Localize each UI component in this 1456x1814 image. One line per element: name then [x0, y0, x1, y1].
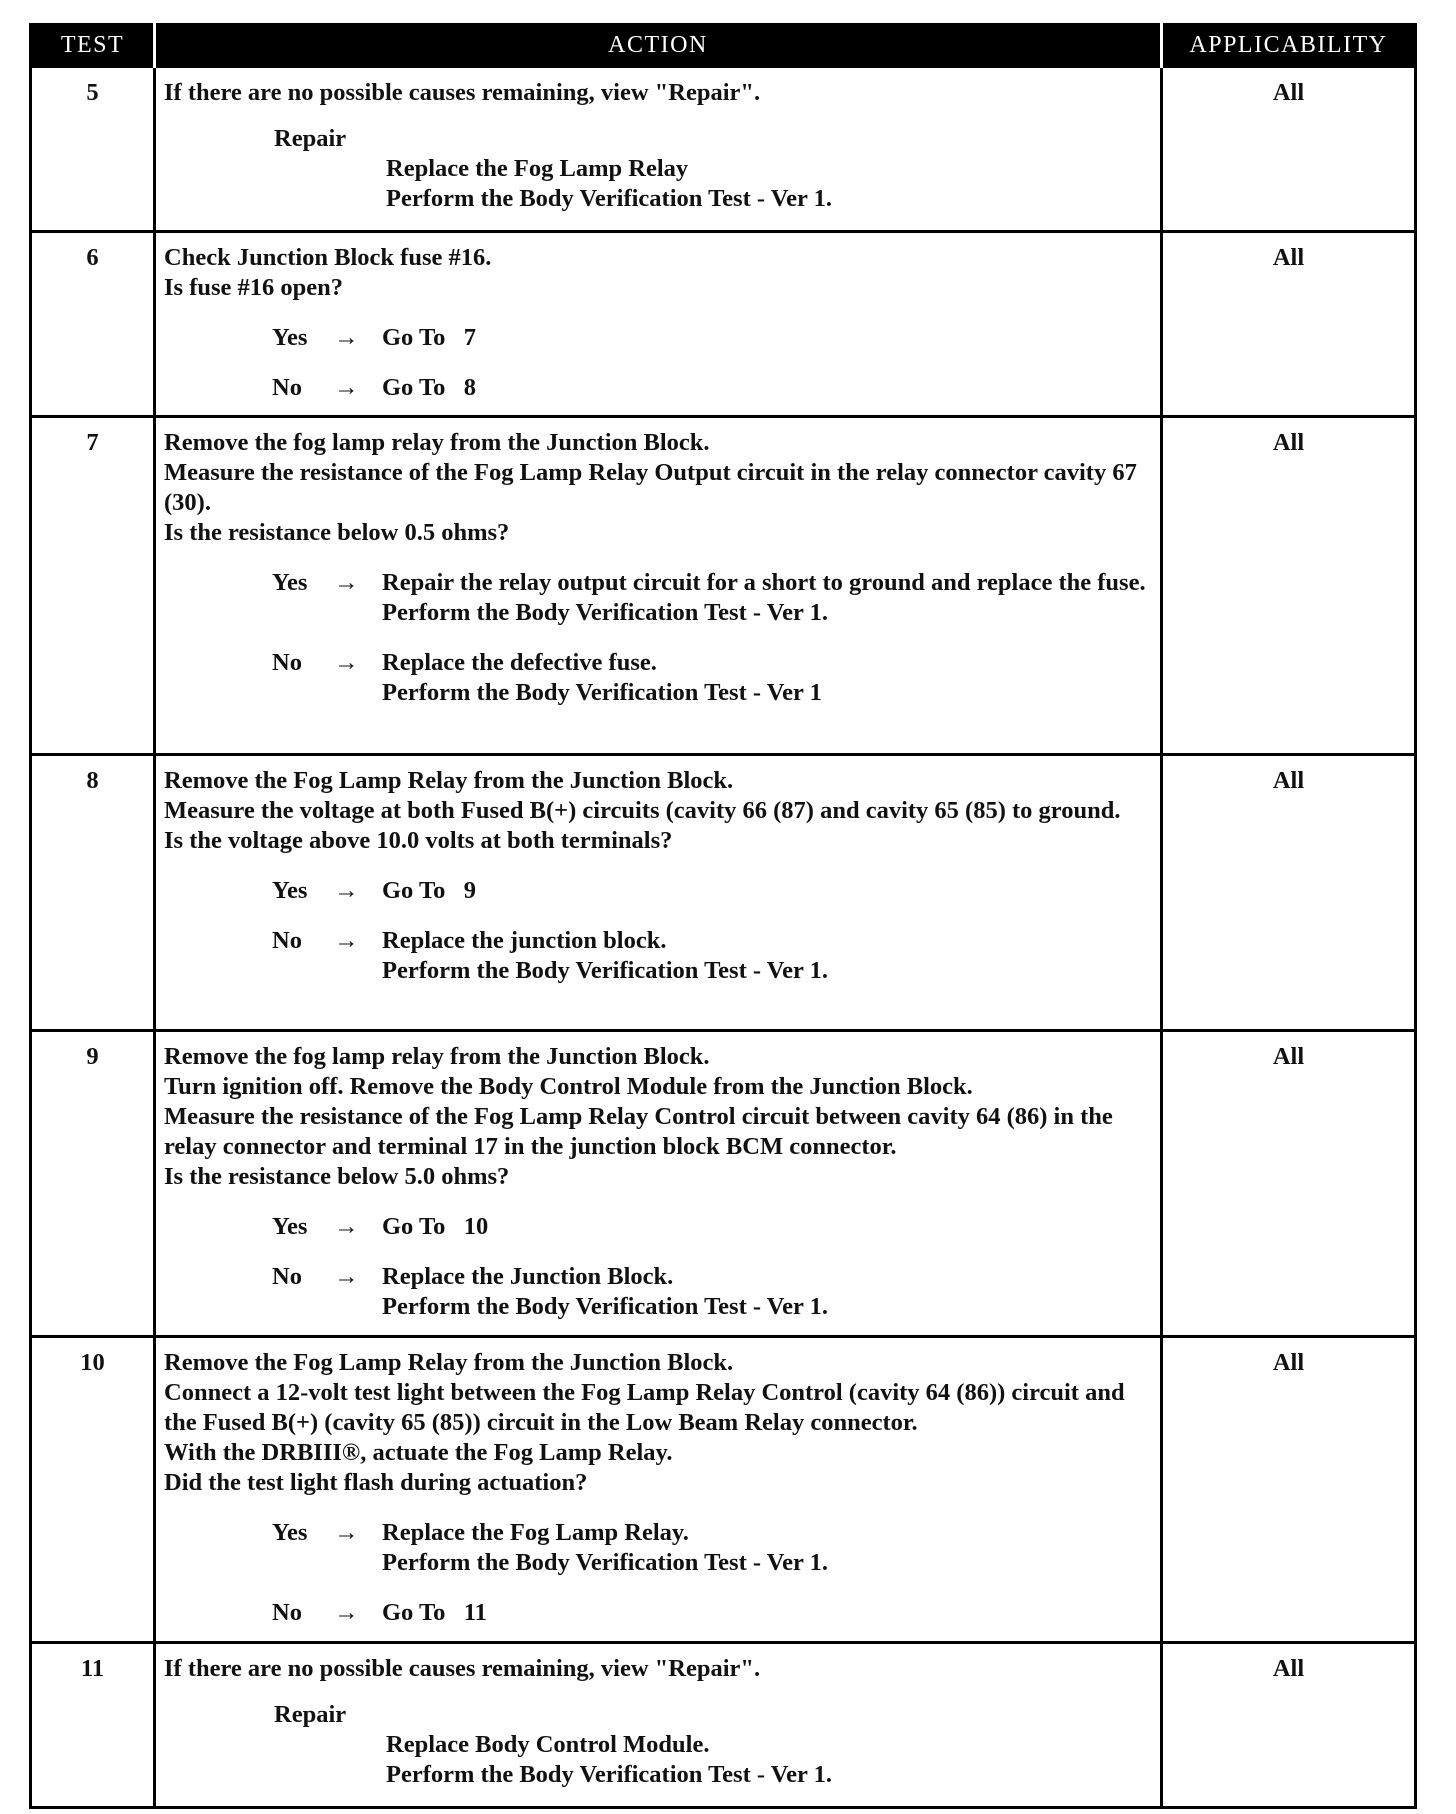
action-cell	[155, 755, 1162, 1031]
action-text: Check Junction Block fuse #16.	[164, 244, 492, 271]
applicability-value: All	[1162, 1337, 1416, 1643]
result-line: Perform the Body Verification Test - Ver 1.	[382, 957, 828, 984]
applicability-value: All	[1162, 232, 1416, 417]
action-text: Did the test light flash during actuation?	[164, 1469, 588, 1496]
arrow-right-icon: →	[334, 1213, 359, 1240]
option-result	[382, 568, 1152, 628]
repair-step: Perform the Body Verification Test - Ver 1.	[386, 185, 832, 212]
result-line: Perform the Body Verification Test - Ver 1.	[382, 1549, 828, 1576]
option-result	[382, 876, 1152, 906]
action-text: Turn ignition off. Remove the Body Control Module from the Junction Block.	[164, 1073, 973, 1100]
option-result	[382, 1262, 1152, 1322]
option-no	[164, 926, 1152, 986]
result-line: Repair the relay output circuit for a short to ground and replace the fuse.	[382, 569, 1146, 596]
option-label: Yes	[272, 569, 308, 596]
action-cell	[155, 417, 1162, 755]
table-row	[31, 67, 1416, 232]
arrow-right-icon: →	[334, 569, 359, 596]
action-text: Connect a 12-volt test light between the Fog Lamp Relay Control (cavity 64 (86)) circuit and the Fused B(+) (cavity 65 (85)) circuit in the Low Beam Relay connector.	[164, 1379, 1125, 1436]
option-label: Yes	[272, 324, 308, 351]
action-text: With the DRBIII®, actuate the Fog Lamp Relay.	[164, 1439, 673, 1466]
option-yes	[164, 1212, 1152, 1242]
table-row	[31, 755, 1416, 1031]
repair-step: Perform the Body Verification Test - Ver 1.	[386, 1761, 832, 1788]
option-no	[164, 373, 1152, 403]
arrow-right-icon: →	[334, 324, 359, 351]
option-result	[382, 1212, 1152, 1242]
option-label: No	[272, 374, 302, 401]
action-text: Measure the voltage at both Fused B(+) circuits (cavity 66 (87) and cavity 65 (85) to ground.	[164, 797, 1121, 824]
arrow-right-icon: →	[334, 1519, 359, 1546]
arrow-right-icon: →	[334, 1599, 359, 1626]
diagnostic-table	[29, 23, 1417, 1809]
action-text: Is the resistance below 0.5 ohms?	[164, 519, 510, 546]
result-line: Replace the Fog Lamp Relay.	[382, 1519, 689, 1546]
option-yes	[164, 1518, 1152, 1578]
table-row	[31, 1643, 1416, 1808]
result-line: Replace the defective fuse.	[382, 649, 657, 676]
arrow-right-icon: →	[334, 877, 359, 904]
action-cell	[155, 232, 1162, 417]
result-line: Go To 10	[382, 1213, 489, 1240]
repair-label: Repair	[274, 1701, 347, 1728]
applicability-value: All	[1162, 1031, 1416, 1337]
test-number: 11	[31, 1643, 155, 1808]
test-number: 8	[31, 755, 155, 1031]
action-text: If there are no possible causes remaining, view "Repair".	[164, 1655, 761, 1682]
test-number: 6	[31, 232, 155, 417]
result-line: Perform the Body Verification Test - Ver 1.	[382, 599, 828, 626]
arrow-right-icon: →	[334, 374, 359, 401]
result-line: Go To 11	[382, 1599, 487, 1626]
option-result	[382, 323, 1152, 353]
option-result	[382, 373, 1152, 403]
option-label: No	[272, 1263, 302, 1290]
arrow-right-icon: →	[334, 649, 359, 676]
table-row	[31, 1337, 1416, 1643]
test-number: 7	[31, 417, 155, 755]
action-text: Is fuse #16 open?	[164, 274, 344, 301]
action-text: Remove the fog lamp relay from the Junction Block.	[164, 1043, 710, 1070]
option-label: No	[272, 927, 302, 954]
action-text: Remove the Fog Lamp Relay from the Junction Block.	[164, 1349, 734, 1376]
option-no	[164, 1262, 1152, 1322]
action-cell	[155, 67, 1162, 232]
header-test: TEST	[31, 25, 155, 67]
action-text: Is the voltage above 10.0 volts at both terminals?	[164, 827, 673, 854]
arrow-right-icon: →	[334, 927, 359, 954]
table-body	[31, 67, 1416, 1808]
action-cell	[155, 1337, 1162, 1643]
option-label: Yes	[272, 877, 308, 904]
option-label: No	[272, 1599, 302, 1626]
action-text: Remove the fog lamp relay from the Junction Block.	[164, 429, 710, 456]
result-line: Perform the Body Verification Test - Ver 1	[382, 679, 822, 706]
table-row	[31, 1031, 1416, 1337]
option-result	[382, 926, 1152, 986]
option-result	[382, 1598, 1152, 1628]
result-line: Replace the Junction Block.	[382, 1263, 674, 1290]
option-yes	[164, 323, 1152, 353]
table-row	[31, 417, 1416, 755]
test-number: 9	[31, 1031, 155, 1337]
repair-step: Replace the Fog Lamp Relay	[386, 155, 689, 182]
repair-label: Repair	[274, 125, 347, 152]
action-cell	[155, 1031, 1162, 1337]
option-yes	[164, 876, 1152, 906]
applicability-value: All	[1162, 1643, 1416, 1808]
option-no	[164, 1598, 1152, 1628]
option-result	[382, 1518, 1152, 1578]
action-text: Remove the Fog Lamp Relay from the Junction Block.	[164, 767, 734, 794]
option-no	[164, 648, 1152, 708]
action-text: Measure the resistance of the Fog Lamp Relay Control circuit between cavity 64 (86) in the relay connector and terminal 17 in the junction block BCM connector.	[164, 1103, 1113, 1160]
option-result	[382, 648, 1152, 708]
table-row	[31, 232, 1416, 417]
arrow-right-icon: →	[334, 1263, 359, 1290]
result-line: Perform the Body Verification Test - Ver 1.	[382, 1293, 828, 1320]
header-applicability: APPLICABILITY	[1162, 25, 1416, 67]
option-label: Yes	[272, 1519, 308, 1546]
result-line: Go To 8	[382, 374, 476, 401]
test-number: 5	[31, 67, 155, 232]
action-text: If there are no possible causes remaining, view "Repair".	[164, 79, 761, 106]
table-header	[31, 25, 1416, 67]
action-cell	[155, 1643, 1162, 1808]
applicability-value: All	[1162, 417, 1416, 755]
applicability-value: All	[1162, 755, 1416, 1031]
result-line: Go To 7	[382, 324, 476, 351]
action-text: Measure the resistance of the Fog Lamp Relay Output circuit in the relay connector cavity 67 (30).	[164, 459, 1137, 516]
option-yes	[164, 568, 1152, 628]
repair-step: Replace Body Control Module.	[386, 1731, 710, 1758]
result-line: Go To 9	[382, 877, 476, 904]
option-label: No	[272, 649, 302, 676]
result-line: Replace the junction block.	[382, 927, 667, 954]
applicability-value: All	[1162, 67, 1416, 232]
header-action: ACTION	[155, 25, 1162, 67]
action-text: Is the resistance below 5.0 ohms?	[164, 1163, 510, 1190]
option-label: Yes	[272, 1213, 308, 1240]
test-number: 10	[31, 1337, 155, 1643]
